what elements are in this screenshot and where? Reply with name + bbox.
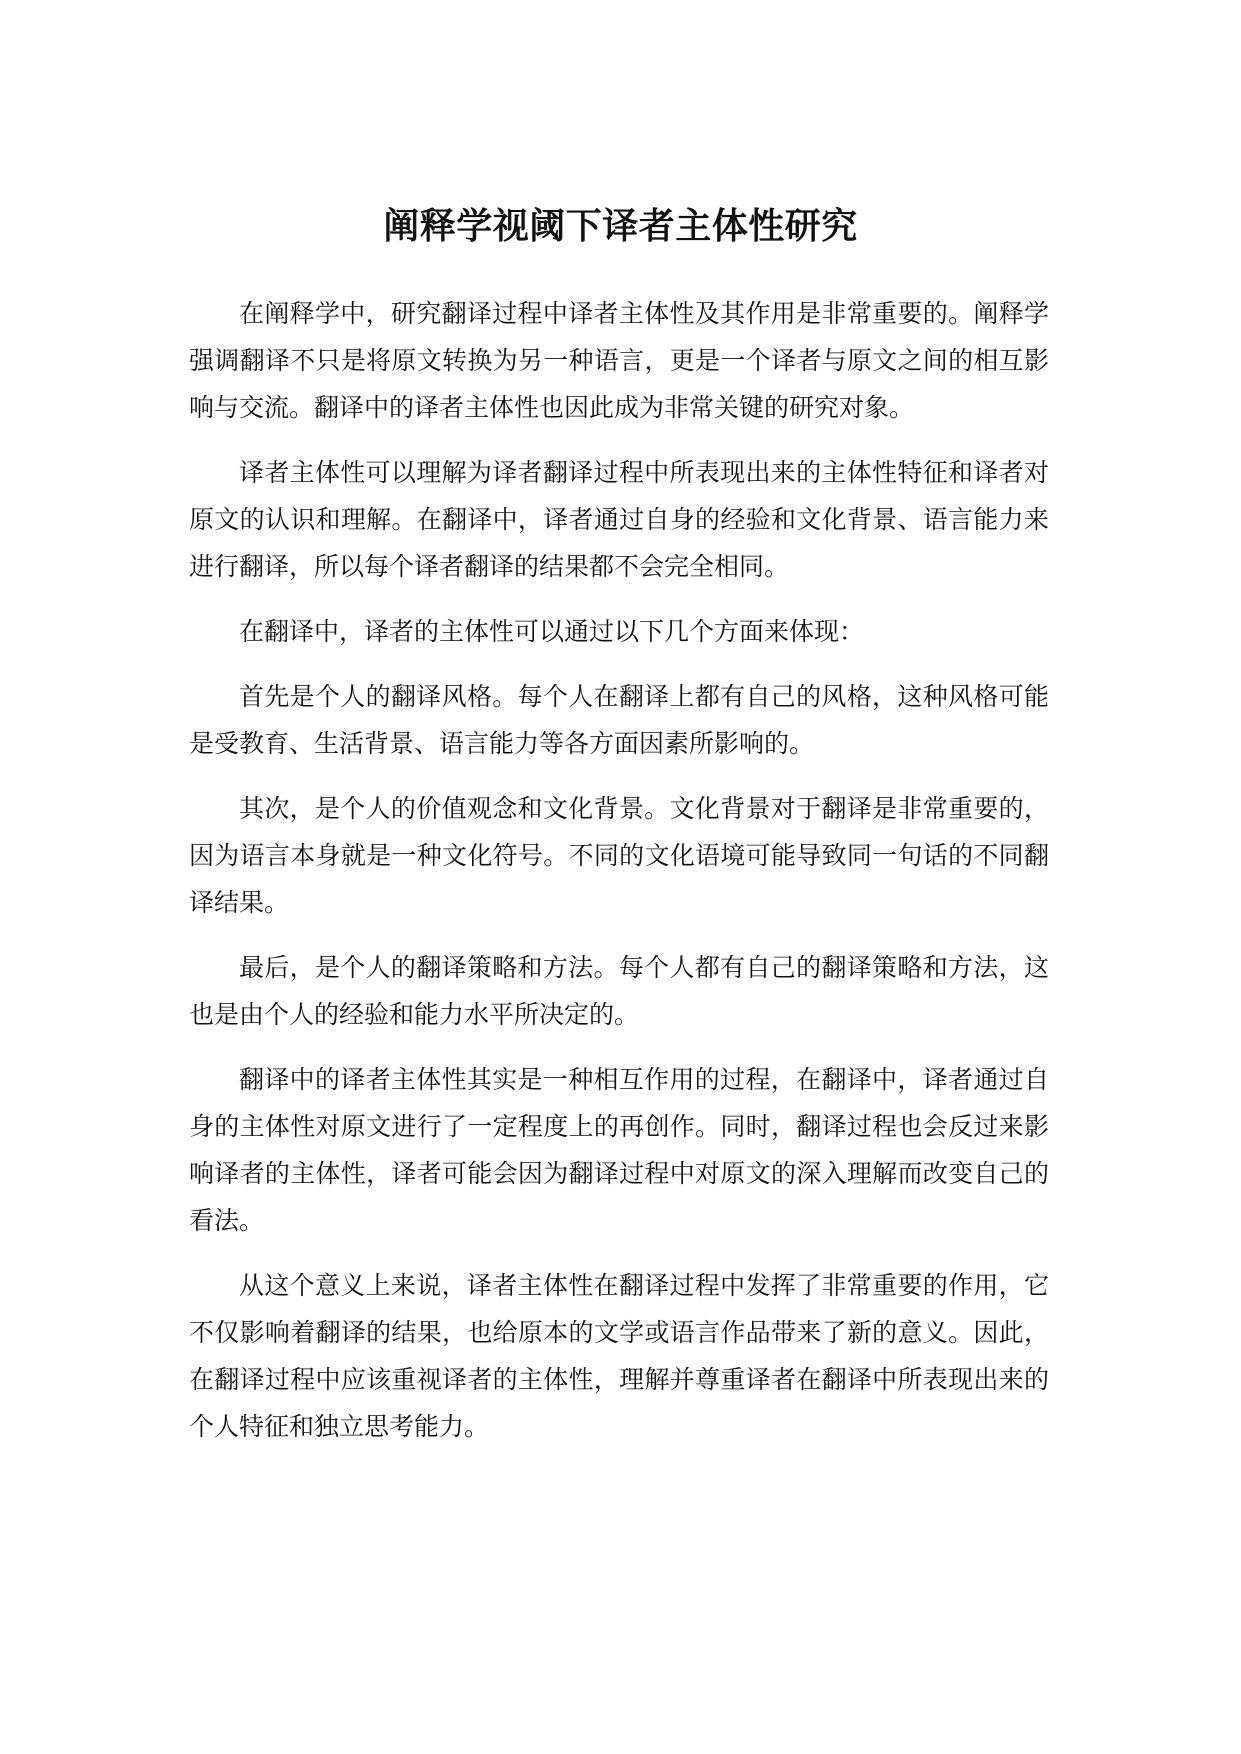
page-title: 阐释学视阈下译者主体性研究 [383, 206, 858, 248]
document-body [189, 290, 1049, 1468]
paragraph-3: 在翻译中，译者的主体性可以通过以下几个方面来体现： [239, 617, 865, 646]
paragraph-5: 其次，是个人的价值观念和文化背景。文化背景对于翻译是非常重要的，因为语言本身就是一种文化符号。不同的文化语境可能导致同一句话的不同翻译结果。 [189, 794, 1049, 917]
paragraph-6: 最后，是个人的翻译策略和方法。每个人都有自己的翻译策略和方法，这也是由个人的经验和能力水平所决定的。 [189, 953, 1049, 1029]
paragraph-7: 翻译中的译者主体性其实是一种相互作用的过程，在翻译中，译者通过自身的主体性对原文进行了一定程度上的再创作。同时，翻译过程也会反过来影响译者的主体性，译者可能会因为翻译过程中对原文的深入理解而改变自己的看法。 [189, 1065, 1049, 1235]
paragraph-8: 从这个意义上来说，译者主体性在翻译过程中发挥了非常重要的作用，它不仅影响着翻译的结果，也给原本的文学或语言作品带来了新的意义。因此，在翻译过程中应该重视译者的主体性，理解并尊重译者在翻译中所表现出来的个人特征和独立思考能力。 [189, 1271, 1049, 1441]
paragraph-4: 首先是个人的翻译风格。每个人在翻译上都有自己的风格，这种风格可能是受教育、生活背景、语言能力等各方面因素所影响的。 [189, 682, 1049, 758]
paragraph-2: 译者主体性可以理解为译者翻译过程中所表现出来的主体性特征和译者对原文的认识和理解。在翻译中，译者通过自身的经验和文化背景、语言能力来进行翻译，所以每个译者翻译的结果都不会完全相同。 [189, 458, 1049, 581]
paragraph-1: 在阐释学中，研究翻译过程中译者主体性及其作用是非常重要的。阐释学强调翻译不只是将原文转换为另一种语言，更是一个译者与原文之间的相互影响与交流。翻译中的译者主体性也因此成为非常关键的研究对象。 [189, 299, 1049, 422]
